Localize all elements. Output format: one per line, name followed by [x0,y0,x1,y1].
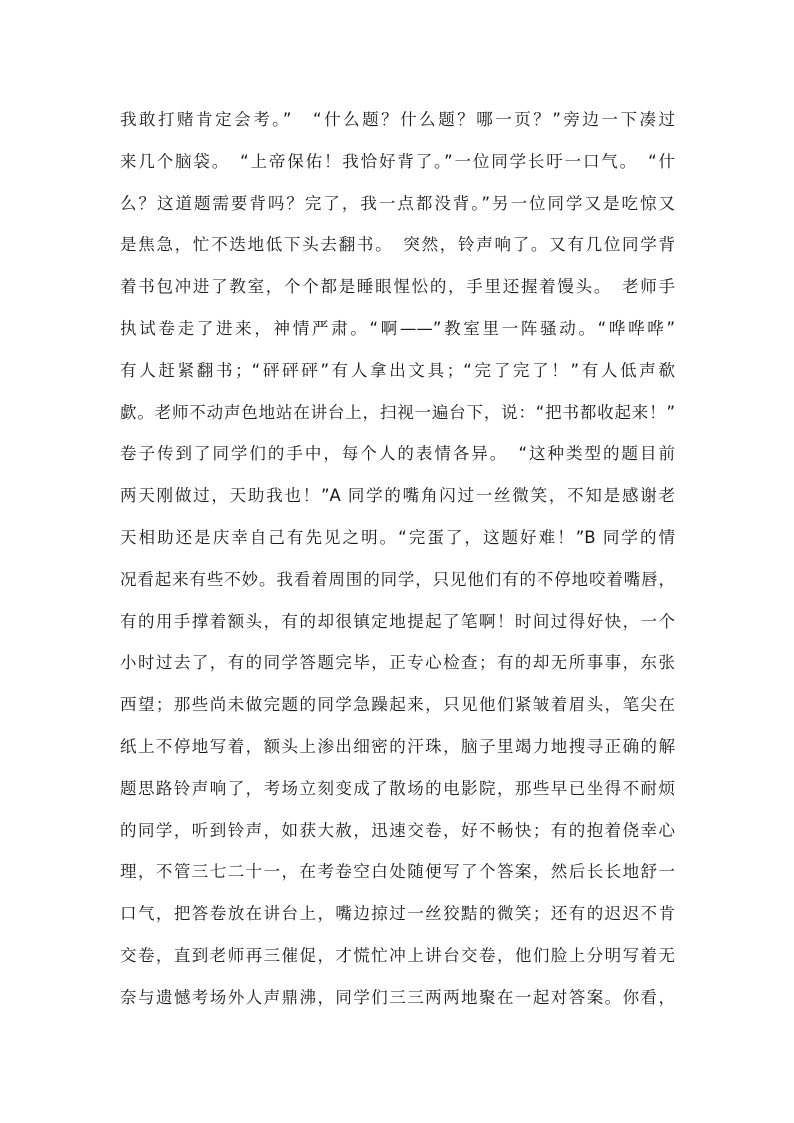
body-paragraph [120,99,675,1019]
text-line: 小时过去了，有的同学答题完毕，正专心检查；有的却无所事事，东张 [120,653,675,673]
text-line: 卷子传到了同学们的手中，每个人的表情各异。 “这种类型的题目前 [120,444,675,464]
text-line: 理，不管三七二十一，在考卷空白处随便写了个答案，然后长长地舒一 [120,862,675,882]
text-line: 么？这道题需要背吗？完了，我一点都没背。”另一位同学又是吃惊又 [120,193,675,213]
text-line: 的同学，听到铃声，如获大赦，迅速交卷，好不畅快；有的抱着侥幸心 [120,820,675,840]
text-line: 天相助还是庆幸自己有先见之明。“完蛋了，这题好难！”B 同学的情 [120,527,675,547]
text-line: 口气，把答卷放在讲台上，嘴边掠过一丝狡黠的微笑；还有的迟迟不肯 [120,904,675,924]
text-line: 西望；那些尚未做完题的同学急躁起来，只见他们紧皱着眉头，笔尖在 [120,695,675,715]
text-line: 奈与遗憾考场外人声鼎沸，同学们三三两两地聚在一起对答案。你看， [120,987,675,1007]
text-line: 是焦急，忙不迭地低下头去翻书。 突然，铃声响了。又有几位同学背 [120,235,675,255]
text-line: 来几个脑袋。 “上帝保佑！我恰好背了。”一位同学长吁一口气。 “什 [120,151,675,171]
text-line: 歔。老师不动声色地站在讲台上，扫视一遍台下，说：“把书都收起来！” [120,402,675,422]
text-line: 执试卷走了进来，神情严肃。“啊——”教室里一阵骚动。“哗哗哗” [120,318,675,338]
text-line: 两天刚做过，天助我也！”A 同学的嘴角闪过一丝微笑，不知是感谢老 [120,486,675,506]
text-line: 交卷，直到老师再三催促，才慌忙冲上讲台交卷，他们脸上分明写着无 [120,945,675,965]
text-line: 题思路铃声响了，考场立刻变成了散场的电影院，那些早已坐得不耐烦 [120,778,675,798]
text-line: 我敢打赌肯定会考。” “什么题？什么题？哪一页？”旁边一下凑过 [120,110,675,129]
text-line: 有的用手撑着额头，有的却很镇定地提起了笔啊！时间过得好快，一个 [120,611,675,631]
text-line: 着书包冲进了教室，个个都是睡眼惺忪的，手里还握着馒头。 老师手 [120,277,675,297]
text-line: 纸上不停地写着，额头上渗出细密的汗珠，脑子里竭力地搜寻正确的解 [120,736,675,756]
text-line: 况看起来有些不妙。我看着周围的同学，只见他们有的不停地咬着嘴唇， [120,569,675,589]
text-line: 有人赶紧翻书；“砰砰砰”有人拿出文具；“完了完了！”有人低声欷 [120,360,675,380]
